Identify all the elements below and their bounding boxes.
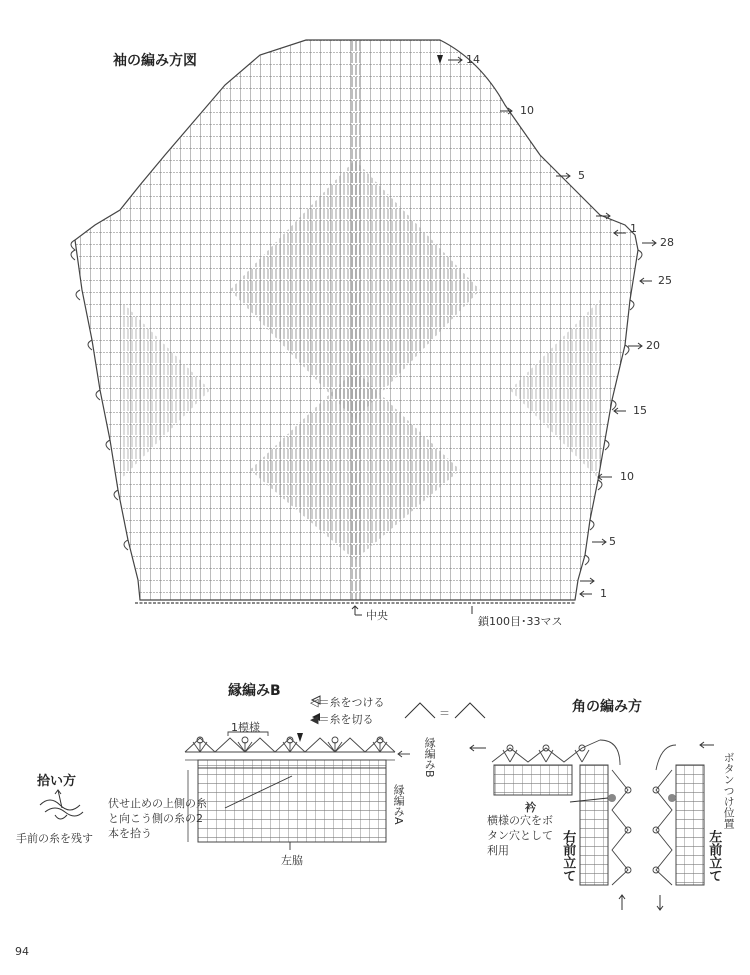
left-front-label: 左前立て [706, 830, 722, 882]
legend-attach: ◁＝糸をつける [310, 696, 385, 709]
row-label-body-25: 25 [658, 274, 672, 287]
row-label-body-28: 28 [660, 236, 674, 249]
collar-label: 衿 [525, 801, 536, 814]
row-label-cap-1: 1 [630, 222, 637, 235]
repeat-label: 1模様 [231, 721, 260, 734]
legend-equals: ＝ [439, 707, 450, 720]
row-label-cap-14: 14 [466, 53, 480, 66]
row-label-body-15: 15 [633, 404, 647, 417]
row-label-cap-5: 5 [578, 169, 585, 182]
edging-b-title: 縁編みB [228, 683, 281, 699]
foundation-label: 鎖100目･33マス [478, 615, 563, 628]
pickup-note: 伏せ止めの上側の糸と向こう側の糸の2本を拾う [108, 797, 207, 840]
page-number: 94 [15, 945, 29, 958]
right-front-label: 右前立て [560, 830, 576, 882]
row-label-cap-10: 10 [520, 104, 534, 117]
legend-cut: ◀＝糸を切る [310, 713, 374, 726]
edging-a-label: 縁編みA [392, 784, 406, 825]
row-label-body-5: 5 [609, 535, 616, 548]
sleeve-title: 袖の編み方図 [113, 53, 197, 69]
pickup-title: 拾い方 [37, 774, 77, 789]
edging-b-diagram [185, 732, 410, 850]
row-label-body-10: 10 [620, 470, 634, 483]
edging-b-side-label: 縁編みB [423, 737, 437, 778]
buttonhole-note: 横様の穴をボタン穴として利用 [487, 814, 553, 857]
row-label-body-20: 20 [646, 339, 660, 352]
button-position-label: ボタンつけ位置 [722, 752, 736, 829]
row-label-body-1: 1 [600, 587, 607, 600]
left-side-label: 左脇 [281, 854, 303, 867]
pickup-method-note: 手前の糸を残す [16, 832, 93, 845]
corner-title: 角の編み方 [572, 699, 642, 715]
center-label: 中央 [366, 609, 388, 622]
